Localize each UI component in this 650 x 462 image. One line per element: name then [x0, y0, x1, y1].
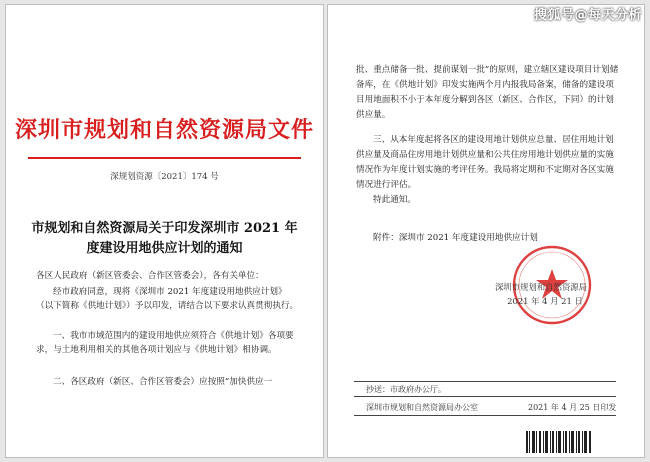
- attachment-line: 附件：深圳市 2021 年度建设用地供应计划: [373, 233, 538, 243]
- cc-line: 抄送：市政府办公厅。: [366, 385, 446, 394]
- document-number: 深规划资源〔2021〕174 号: [110, 172, 219, 182]
- paragraph-1: 经市政府同意，现将《深圳市 2021 年度建设用地供应计划》（以下简称《供地计划》）予以印发，请结合以下要求认真贯彻执行。: [36, 287, 299, 311]
- print-date: 2021 年 4 月 25 日印发: [528, 403, 617, 412]
- issuer-name: 深圳市规划和自然资源局: [494, 282, 588, 292]
- closing-text: 特此通知。: [373, 195, 416, 205]
- divider: [354, 396, 616, 397]
- document-page-left: [5, 4, 324, 458]
- notice-title: 市规划和自然资源局关于印发深圳市 2021 年度建设用地供应计划的通知: [31, 221, 298, 256]
- divider: [354, 415, 616, 416]
- issue-date: 2021 年 4 月 21 日: [507, 296, 583, 306]
- addressee: 各区人民政府（新区管委会、合作区管委会），各有关单位：: [36, 271, 264, 281]
- watermark: 搜狐号@每天分析: [533, 8, 642, 23]
- paragraph-3-start: 二、各区政府（新区、合作区管委会）应按照“加快供应一: [53, 377, 273, 387]
- red-divider: [28, 157, 301, 159]
- paragraph-2: 一、我市市域范围内的建设用地供应须符合《供地计划》各项要求，与土地利用相关的其他各项计划应与《供地计划》相协调。: [36, 331, 294, 355]
- paragraph-section-3: 三、从本年度起将各区的建设用地计划供应总量、居住用地计划供应量及商品住房用地计划供应量和公共住房用地计划供应量的实施情况作为年度计划实施的考评任务。我局将定期和不定期对各区实施情况进行评估。: [356, 135, 614, 190]
- document-header-title: 深圳市规划和自然资源局文件: [14, 117, 314, 143]
- barcode-icon: [524, 429, 594, 455]
- document-page-right: [327, 4, 645, 458]
- paragraph-continued: 批、重点储备一批、提前谋划一批”的原则，建立辖区建设项目计划储备库，在《供地计划》印发实施两个月内报我局备案，储备的建设项目用地面积不小于本年度分解到各区（新区、合作区，下同）的计划供应量。: [356, 65, 619, 120]
- divider: [354, 381, 616, 382]
- issuing-office: 深圳市规划和自然资源局办公室: [366, 403, 478, 412]
